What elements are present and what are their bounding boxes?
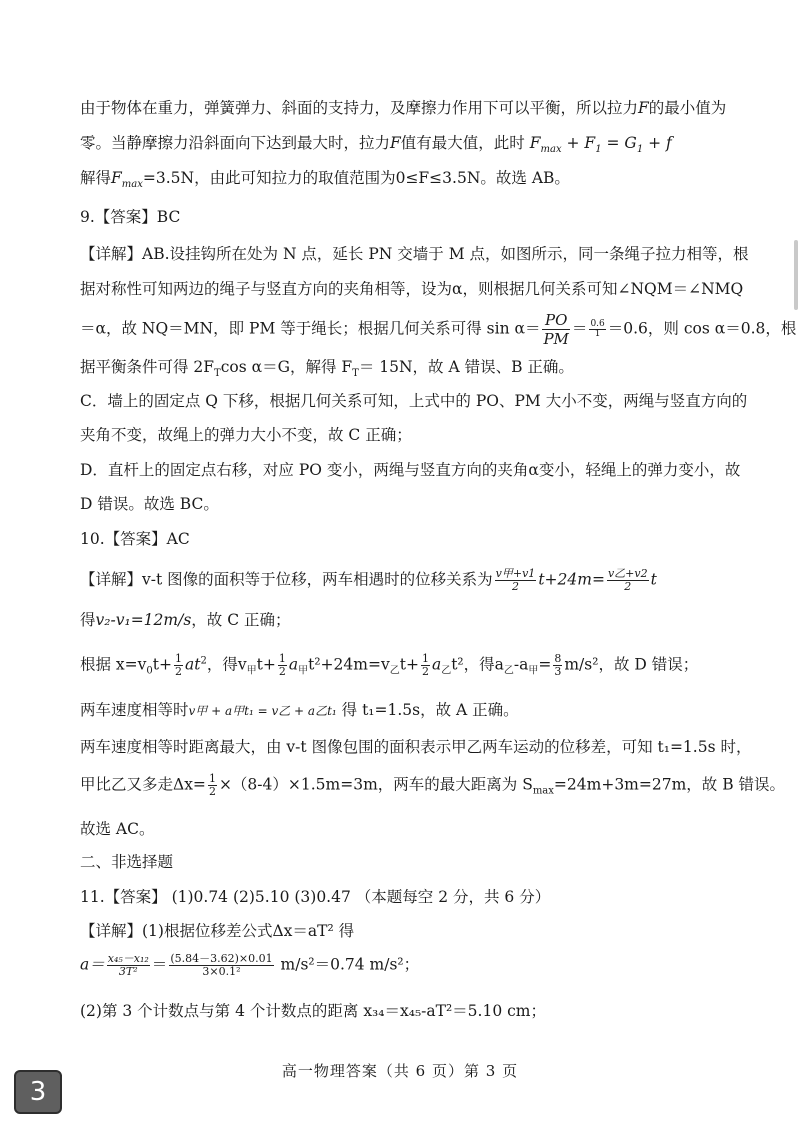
text-run: =3.5N，由此可知拉力的取值范围为 bbox=[142, 169, 396, 187]
fraction: $\frac{(5.84-3.62)\times 0.01}{\text{3×0.1²}}$ bbox=[170, 952, 273, 978]
text-run: 。故选 AB。 bbox=[480, 169, 570, 187]
text-line: 据对称性可知两边的绳子与竖直方向的夹角相等，设为α，则根据几何关系可知∠NQM＝∠NMQ bbox=[80, 280, 744, 298]
text-line: 故选 AC。 bbox=[80, 820, 155, 838]
text-line: 得v₂-v₁=12m/s，故 C 正确； bbox=[80, 611, 291, 629]
text-line: 【详解】AB.设挂钩所在处为 N 点，延长 PN 交墙于 M 点，如图所示，同一条绳子拉力相等，根 bbox=[80, 245, 749, 263]
fraction: $\frac{\text{x₄₅－x₁₂}}{\text{3T²}}$ bbox=[107, 952, 149, 978]
text-line: 两车速度相等时v甲 + a甲t₁ = v乙 + a乙t₁ 得 t₁=1.5s，故 A 正确。 bbox=[80, 701, 519, 719]
text-line: 甲比乙又多走Δx= $\frac{1}{2}$ ×（8-4）×1.5m=3m，两车的最大距离为 $S_{max}=24m+3m=27m$，故 B 错误。 bbox=[80, 772, 786, 798]
variable: F bbox=[390, 134, 401, 152]
text-line: 据平衡条件可得 $2F_T\cos$ α＝G，解得 $F_T= 15N$，故 A 错误、B 正确。 bbox=[80, 358, 574, 380]
text-line: 【详解】(1)根据位移差公式Δx＝aT² 得 bbox=[80, 922, 355, 940]
text-run: 零。当静摩擦力沿斜面向下达到最大时，拉力 bbox=[80, 134, 391, 152]
text-line: 【详解】v-t 图像的面积等于位移，两车相遇时的位移关系为 $\frac{\text{v甲+v1}}{2}$ t+24m= $\frac{\text{v乙+v2}}{2}$ t bbox=[80, 567, 657, 593]
fraction: $\frac{0.6}{1}$ bbox=[590, 319, 605, 339]
text-line: 根据 $x=v_0t+$ $\frac{1}{2}$ $at^2$，得$v_甲t+$ $\frac{1}{2}$ $a_甲t^2+24m=v_乙t+$ $\frac{1}{2}$ $a_乙t^2$，得$a_乙-a_甲=$ $\frac{8}{3}$ m/s²，故 D 错误； bbox=[80, 652, 699, 678]
text-line: ＝α，故 NQ＝MN，即 PM 等于绳长；根据几何关系可得 sin α＝ $\frac{PO}{PM}$ ＝ $\frac{0.6}{1}$ ＝0.6，则 cos α＝0.8，根 bbox=[80, 311, 797, 348]
equation: $F_{max} + F_1 = G_1 + f$ bbox=[529, 134, 672, 156]
fraction: $\frac{PO}{PM}$ bbox=[543, 311, 569, 348]
fraction: $\frac{1}{2}$ bbox=[421, 652, 429, 678]
text-run: 由于物体在重力，弹簧弹力、斜面的支持力，及摩擦力作用下可以平衡，所以拉力 bbox=[80, 99, 639, 117]
answer-heading: 11.【答案】 (1)0.74 (2)5.10 (3)0.47 （本题每空 2 分，共 6 分） bbox=[80, 888, 551, 906]
answer-heading: 10.【答案】AC bbox=[80, 530, 190, 548]
text-run: 0≤F≤3.5N bbox=[395, 169, 481, 187]
text-line: D 错误。故选 BC。 bbox=[80, 495, 219, 513]
answer-heading: 9.【答案】BC bbox=[80, 208, 181, 226]
fraction: $\frac{8}{3}$ bbox=[554, 652, 562, 678]
text-line bbox=[80, 98, 738, 118]
text-line: 两车速度相等时距离最大，由 v-t 图像包围的面积表示甲乙两车运动的位移差，可知 t₁=1.5s 时， bbox=[80, 738, 752, 756]
page-number-badge[interactable]: 3 bbox=[14, 1070, 62, 1114]
text-line bbox=[80, 133, 738, 156]
text-line: D．直杆上的固定点右移，对应 PO 变小，两绳与竖直方向的夹角α变小，轻绳上的弹力变小，故 bbox=[80, 461, 741, 479]
scrollbar[interactable] bbox=[794, 240, 798, 310]
variable: F bbox=[111, 169, 122, 187]
text-line bbox=[80, 168, 738, 191]
section-heading: 二、非选择题 bbox=[80, 853, 174, 871]
subscript: max bbox=[121, 179, 143, 191]
text-run: 的最小值为 bbox=[648, 99, 727, 117]
text-run: 值有最大值，此时 bbox=[400, 134, 525, 152]
text-line: a＝ $\frac{\text{x₄₅－x₁₂}}{\text{3T²}}$ ＝ $\frac{(5.84-3.62)\times 0.01}{\text{3×0.1²}}$ m/s²＝0.74 m/s²； bbox=[80, 952, 420, 978]
text-line: 夹角不变，故绳上的弹力大小不变，故 C 正确； bbox=[80, 426, 412, 444]
text-line: C．墙上的固定点 Q 下移，根据几何关系可知，上式中的 PO、PM 大小不变，两绳与竖直方向的 bbox=[80, 392, 748, 410]
fraction: $\frac{1}{2}$ bbox=[278, 652, 286, 678]
fraction: $\frac{1}{2}$ bbox=[175, 652, 183, 678]
text-run: 解得 bbox=[80, 169, 112, 187]
fraction: $\frac{\text{v甲+v1}}{2}$ bbox=[495, 567, 536, 593]
page-footer: 高一物理答案（共 6 页）第 3 页 bbox=[281, 1062, 519, 1080]
fraction: $\frac{1}{2}$ bbox=[208, 772, 216, 798]
fraction: $\frac{\text{v乙+v2}}{2}$ bbox=[607, 567, 648, 593]
text-line: (2)第 3 个计数点与第 4 个计数点的距离 x₃₄＝x₄₅-aT²＝5.10 cm； bbox=[80, 1002, 547, 1020]
variable: F bbox=[638, 99, 649, 117]
